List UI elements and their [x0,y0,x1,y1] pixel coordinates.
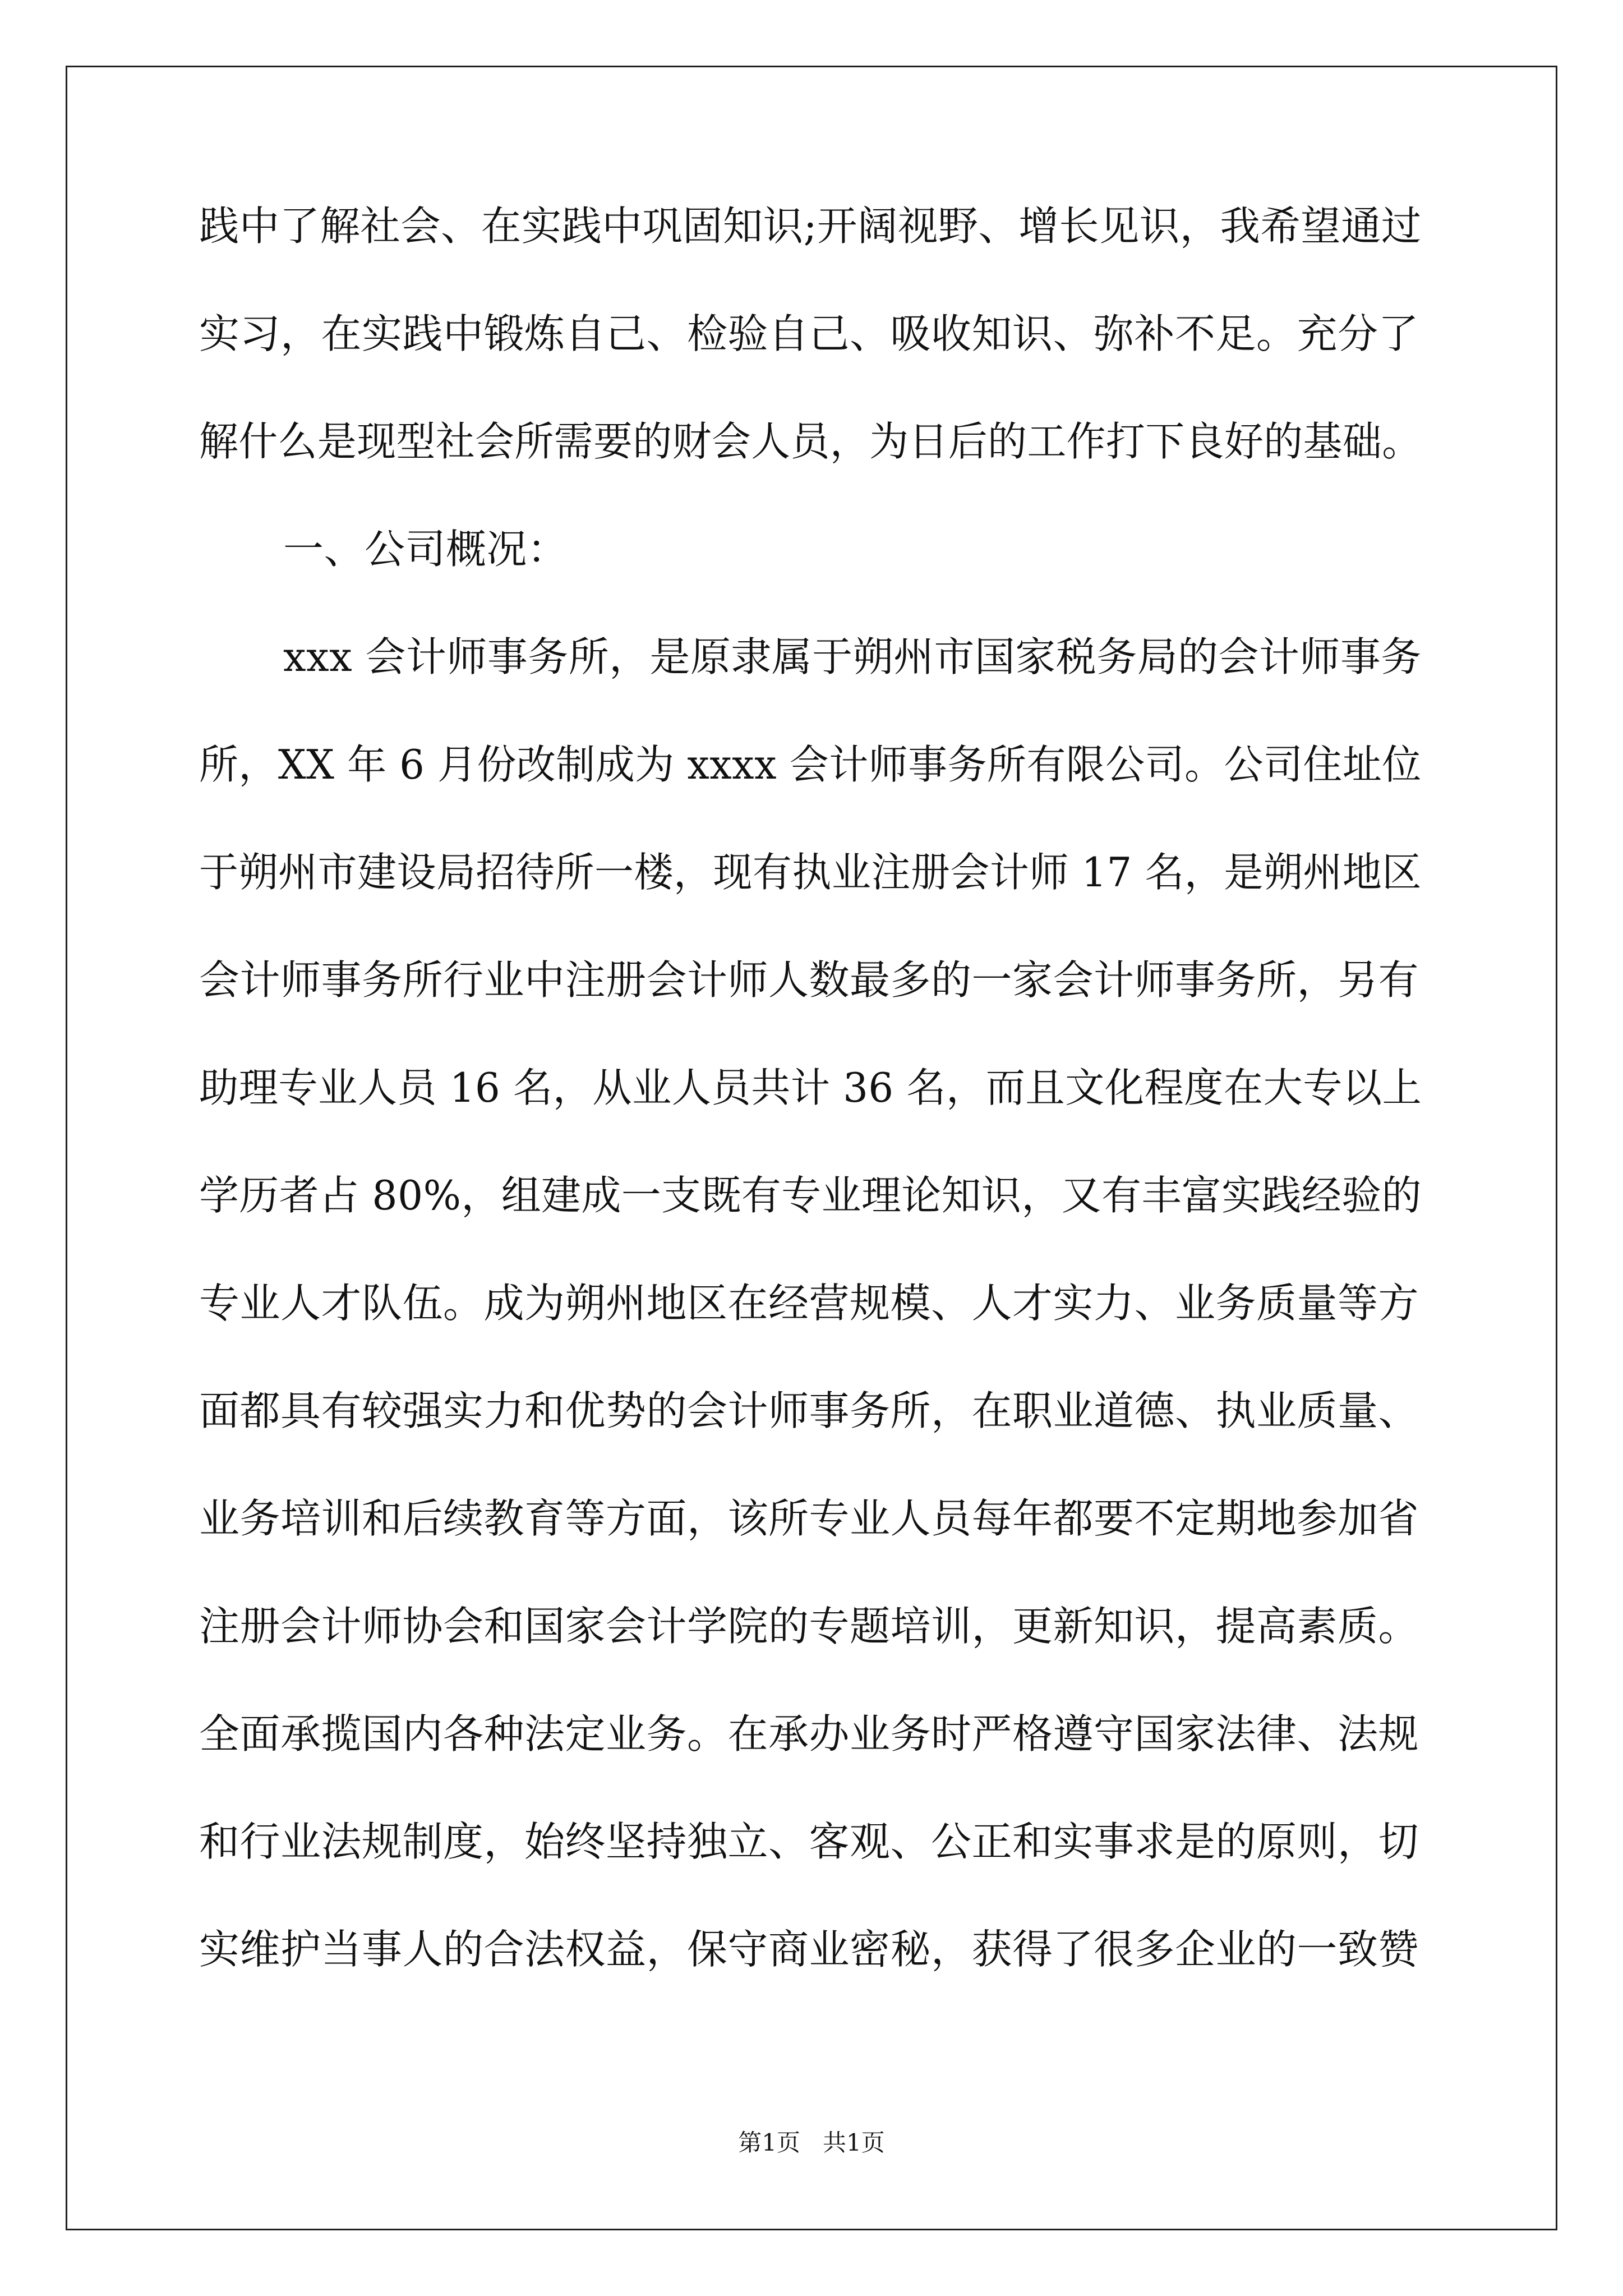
section-heading: 一、公司概况： [283,526,568,573]
paragraph-line: 会计师事务所行业中注册会计师人数最多的一家会计师事务所，另有 [199,956,1419,1004]
paragraph-line: 于朔州市建设局招待所一楼，现有执业注册会计师 17 名，是朔州地区 [199,849,1422,896]
paragraph-line: 助理专业人员 16 名，从业人员共计 36 名，而且文化程度在大专以上 [199,1064,1422,1111]
paragraph-line: 所，XX 年 6 月份改制成为 xxxx 会计师事务所有限公司。公司住址位 [199,741,1422,788]
paragraph-line: 面都具有较强实力和优势的会计师事务所，在职业道德、执业质量、 [199,1387,1419,1434]
paragraph-line: 和行业法规制度，始终坚持独立、客观、公正和实事求是的原则，切 [199,1818,1419,1865]
paragraph-line: xxx 会计师事务所，是原隶属于朔州市国家税务局的会计师事务 [283,633,1422,680]
paragraph-line: 全面承揽国内各种法定业务。在承办业务时严格遵守国家法律、法规 [199,1710,1419,1757]
paragraph-line: 学历者占 80%，组建成一支既有专业理论知识，又有丰富实践经验的 [199,1172,1422,1219]
paragraph-line: 专业人才队伍。成为朔州地区在经营规模、人才实力、业务质量等方 [199,1280,1419,1327]
paragraph-line: 注册会计师协会和国家会计学院的专题培训，更新知识，提高素质。 [199,1603,1419,1650]
paragraph-line: 践中了解社会、在实践中巩固知识;开阔视野、增长见识，我希望通过 [199,203,1422,250]
page-footer: 第1页 共1页 [738,2129,885,2156]
paragraph-line: 解什么是现型社会所需要的财会人员，为日后的工作打下良好的基础。 [199,418,1422,465]
paragraph-line: 实维护当事人的合法权益，保守商业密秘，获得了很多企业的一致赞 [199,1926,1419,1973]
paragraph-line: 业务培训和后续教育等方面，该所专业人员每年都要不定期地参加省 [199,1495,1419,1542]
paragraph-line: 实习，在实践中锻炼自己、检验自己、吸收知识、弥补不足。充分了 [199,310,1419,357]
page-border [66,66,1557,2230]
